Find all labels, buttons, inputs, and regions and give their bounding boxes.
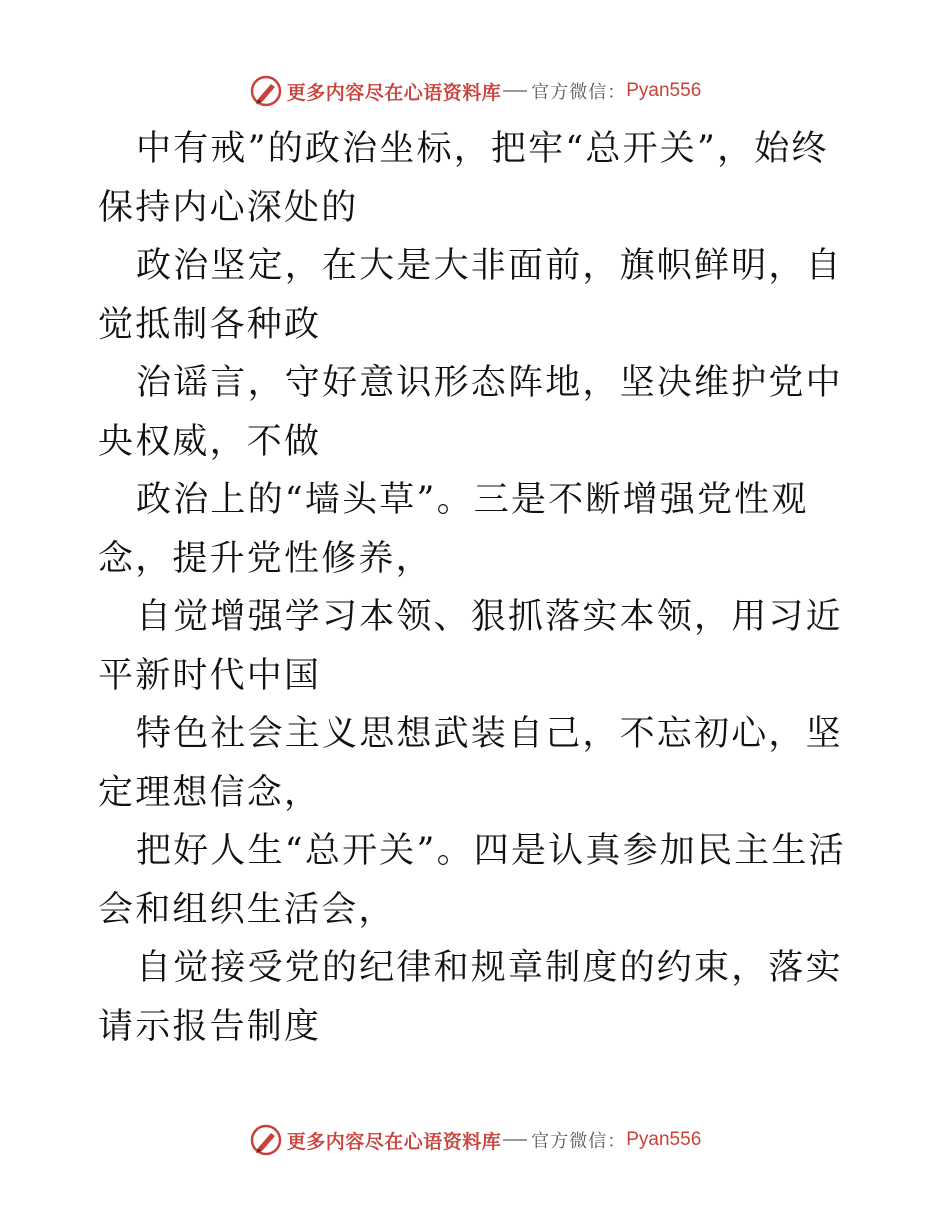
- paragraph: 中有戒”的政治坐标，把牢“总开关”，始终保持内心深处的: [98, 129, 829, 228]
- paragraph: 自觉接受党的纪律和规章制度的约束，落实请示报告制度: [98, 948, 843, 1047]
- pen-logo-icon: [249, 74, 283, 108]
- banner-divider: [503, 1139, 527, 1141]
- header-banner: [0, 71, 950, 111]
- banner-wechat-label: 官方微信：: [531, 1131, 627, 1152]
- banner-brand-text: 更多内容尽在心语资料库: [286, 81, 502, 104]
- banner-divider: [503, 90, 527, 92]
- paragraph: 治谣言，守好意识形态阵地，坚决维护党中央权威，不做: [98, 363, 843, 462]
- banner-brand-text: 更多内容尽在心语资料库: [286, 1130, 502, 1153]
- paragraph: 把好人生“总开关”。四是认真参加民主生活会和组织生活会，: [98, 831, 846, 930]
- paragraph: 特色社会主义思想武装自己，不忘初心，坚定理想信念，: [98, 714, 843, 813]
- paragraph: 自觉增强学习本领、狠抓落实本领，用习近平新时代中国: [98, 597, 843, 696]
- banner-wechat-id: Pyan556: [626, 80, 702, 101]
- paragraph: 政治坚定，在大是大非面前，旗帜鲜明，自觉抵制各种政: [98, 246, 843, 345]
- paragraph: 政治上的“墙头草”。三是不断增强党性观念，提升党性修养，: [98, 480, 809, 579]
- document-body: [98, 120, 858, 1056]
- footer-banner: [0, 1120, 950, 1160]
- pen-logo-icon: [249, 1123, 283, 1157]
- banner-wechat-label: 官方微信：: [531, 82, 627, 103]
- banner-wechat-id: Pyan556: [626, 1129, 702, 1150]
